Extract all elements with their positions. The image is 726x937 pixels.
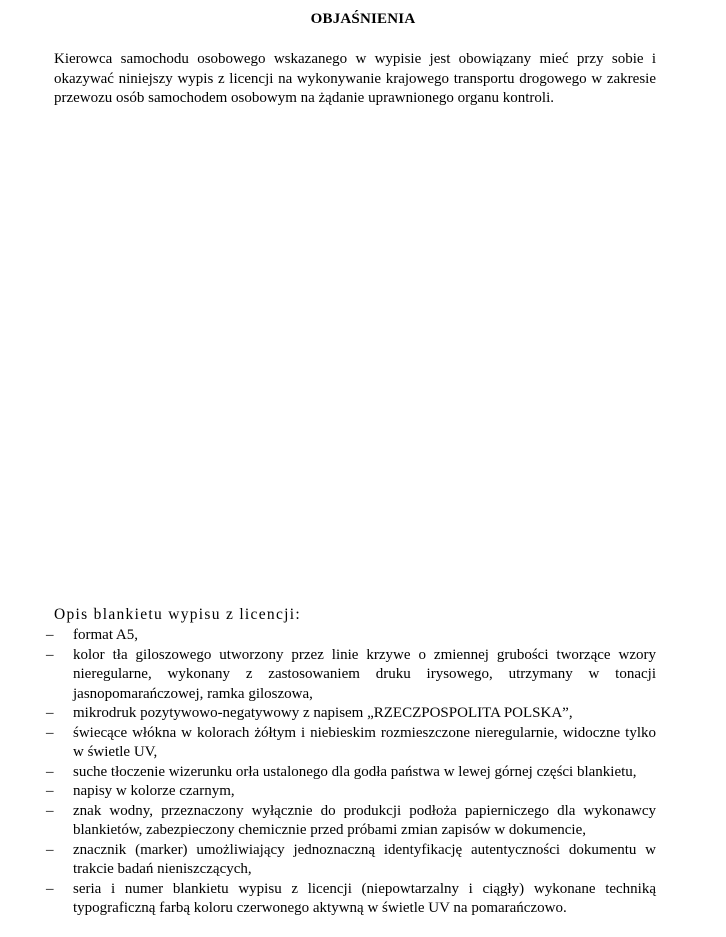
list-item xyxy=(0,626,656,646)
list-item xyxy=(0,763,656,783)
list-item xyxy=(0,782,656,802)
list-item xyxy=(0,841,656,880)
dash-bullet: – xyxy=(46,880,54,897)
blank-description-heading: Opis blankietu wypisu z licencji: xyxy=(54,606,301,623)
list-item xyxy=(0,704,656,724)
blank-features-list xyxy=(0,626,726,919)
list-item xyxy=(0,880,656,919)
document-title: OBJAŚNIENIA xyxy=(310,11,416,27)
dash-bullet: – xyxy=(46,763,54,780)
dash-bullet: – xyxy=(46,802,54,819)
dash-bullet: – xyxy=(46,783,54,799)
list-item xyxy=(0,724,656,763)
list-item-text: format A5, xyxy=(73,627,138,643)
dash-bullet: – xyxy=(46,724,54,741)
list-item-text: świecące włókna w kolorach żółtym i niebieskim rozmieszczone nieregularnie, widoczne tylko w świetle UV, xyxy=(73,724,656,760)
list-item-text: znak wodny, przeznaczony wyłącznie do produkcji podłoża papierniczego dla wykonawcy blankietów, zabezpieczony chemicznie przed próbami zmian zapisów w dokumencie, xyxy=(73,802,656,838)
dash-bullet: – xyxy=(46,705,54,721)
list-item-text: mikrodruk pozytywowo-negatywowy z napisem „RZECZPOSPOLITA POLSKA”, xyxy=(73,705,573,721)
list-item xyxy=(0,802,656,841)
list-item-text: seria i numer blankietu wypisu z licencji (niepowtarzalny i ciągły) wykonane techniką typograficzną farbą koloru czerwonego aktywną w świetle UV na pomarańczowo. xyxy=(73,880,656,916)
list-item xyxy=(0,646,656,705)
list-item-text: znacznik (marker) umożliwiający jednoznaczną identyfikację autentyczności dokumentu w trakcie badań nieniszczących, xyxy=(73,841,656,877)
dash-bullet: – xyxy=(46,646,54,663)
dash-bullet: – xyxy=(46,841,54,858)
dash-bullet: – xyxy=(46,627,54,643)
list-item-text: suche tłoczenie wizerunku orła ustalonego dla godła państwa w lewej górnej części blankietu, xyxy=(73,763,637,780)
list-item-text: kolor tła giloszowego utworzony przez linie krzywe o zmiennej grubości tworzące wzory nieregularne, wykonany z zastosowaniem druku irysowego, utrzymany w tonacji jasnopomarańczowej, ramka giloszowa, xyxy=(73,646,656,702)
list-item-text: napisy w kolorze czarnym, xyxy=(73,783,235,799)
intro-paragraph: Kierowca samochodu osobowego wskazanego w wypisie jest obowiązany mieć przy sobie i okazywać niniejszy wypis z licencji na wykonywanie krajowego transportu drogowego w zakresie przewozu osób samochodem osobowym na żądanie uprawnionego organu kontroli. xyxy=(54,51,656,106)
